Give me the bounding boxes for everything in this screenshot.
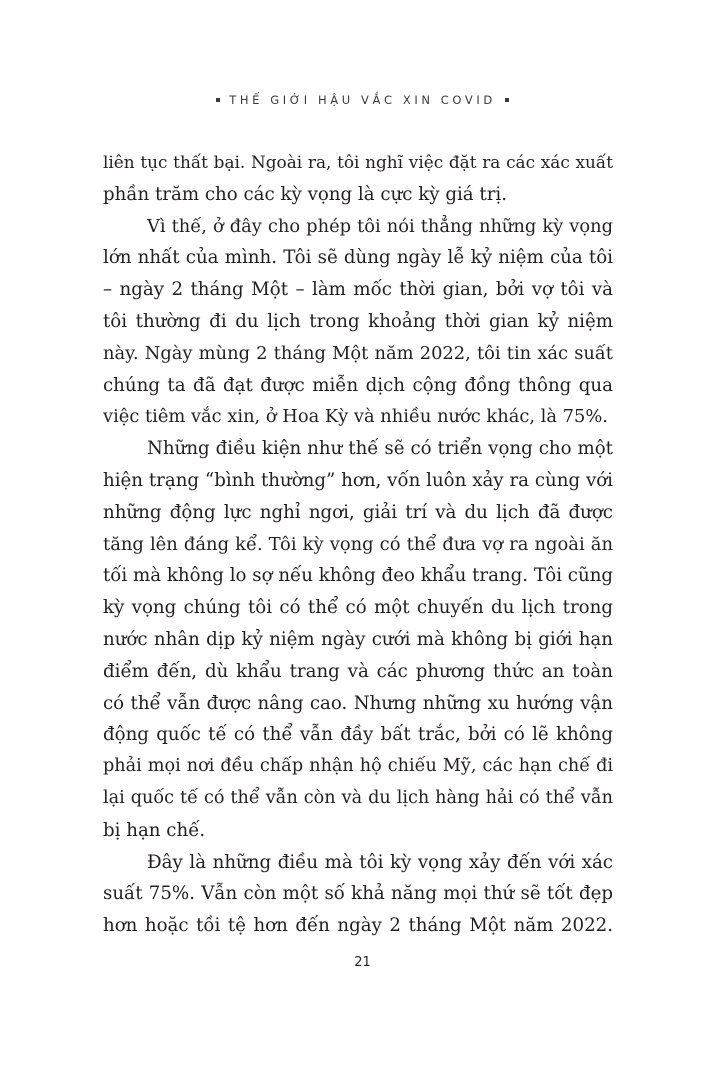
text-line: những động lực nghỉ ngơi, giải trí và du lịch đã được — [103, 501, 613, 523]
text-line: này. Ngày mùng 2 tháng Một năm 2022, tôi tin xác suất — [103, 342, 613, 364]
text-line: Những điều kiện như thế sẽ có triển vọng cho một — [147, 438, 613, 460]
text-line: Đây là những điều mà tôi kỳ vọng xảy đến với xác — [147, 851, 613, 873]
text-line: suất 75%. Vẫn còn một số khả năng mọi thứ sẽ tốt đẹp — [103, 883, 613, 905]
text-line: bị hạn chế. — [103, 819, 206, 841]
text-line: tôi thường đi du lịch trong khoảng thời gian kỷ niệm — [103, 310, 613, 332]
text-line: động quốc tế có thể vẫn đầy bất trắc, bởi có lẽ không — [103, 724, 613, 746]
text-line: điểm đến, dù khẩu trang và các phương thức an toàn — [103, 660, 613, 682]
text-line: lớn nhất của mình. Tôi sẽ dùng ngày lễ kỷ niệm của tôi — [103, 247, 613, 269]
running-header — [0, 93, 725, 107]
text-line: phải mọi nơi đều chấp nhận hộ chiếu Mỹ, các hạn chế đi — [103, 756, 613, 777]
text-line: liên tục thất bại. Ngoài ra, tôi nghĩ việc đặt ra các xác xuất — [103, 152, 613, 172]
header-title: THẾ GIỚI HẬU VẮC XIN COVID — [229, 93, 496, 107]
page-number: 21 — [354, 955, 371, 970]
text-line: – ngày 2 tháng Một – làm mốc thời gian, bởi vợ tôi và — [103, 279, 613, 301]
body-text — [103, 147, 613, 942]
text-line: Vì thế, ở đây cho phép tôi nói thẳng những kỳ vọng — [147, 215, 613, 237]
text-line: có thể vẫn được nâng cao. Nhưng những xu hướng vận — [103, 692, 613, 714]
text-line: hiện trạng “bình thường” hơn, vốn luôn xảy ra cùng với — [103, 469, 613, 491]
text-line: chúng ta đã đạt được miễn dịch cộng đồng thông qua — [103, 374, 613, 396]
text-line: tối mà không lo sợ nếu không đeo khẩu trang. Tôi cũng — [103, 565, 614, 587]
header-bullet-right — [505, 98, 509, 102]
text-line: việc tiêm vắc xin, ở Hoa Kỳ và nhiều nước khác, là 75%. — [103, 406, 608, 428]
text-line: hơn hoặc tồi tệ hơn đến ngày 2 tháng Một năm 2022. — [103, 915, 613, 937]
text-line: nước nhân dịp kỷ niệm ngày cưới mà không bị giới hạn — [103, 628, 613, 650]
text-line: kỳ vọng chúng tôi có thể có một chuyến du lịch trong — [103, 597, 613, 619]
text-line: lại quốc tế có thể vẫn còn và du lịch hàng hải có thể vẫn — [103, 787, 613, 808]
header-bullet-left — [216, 98, 220, 102]
text-line: phần trăm cho các kỳ vọng là cực kỳ giá trị. — [103, 183, 508, 205]
text-line: tăng lên đáng kể. Tôi kỳ vọng có thể đưa vợ ra ngoài ăn — [103, 533, 613, 555]
